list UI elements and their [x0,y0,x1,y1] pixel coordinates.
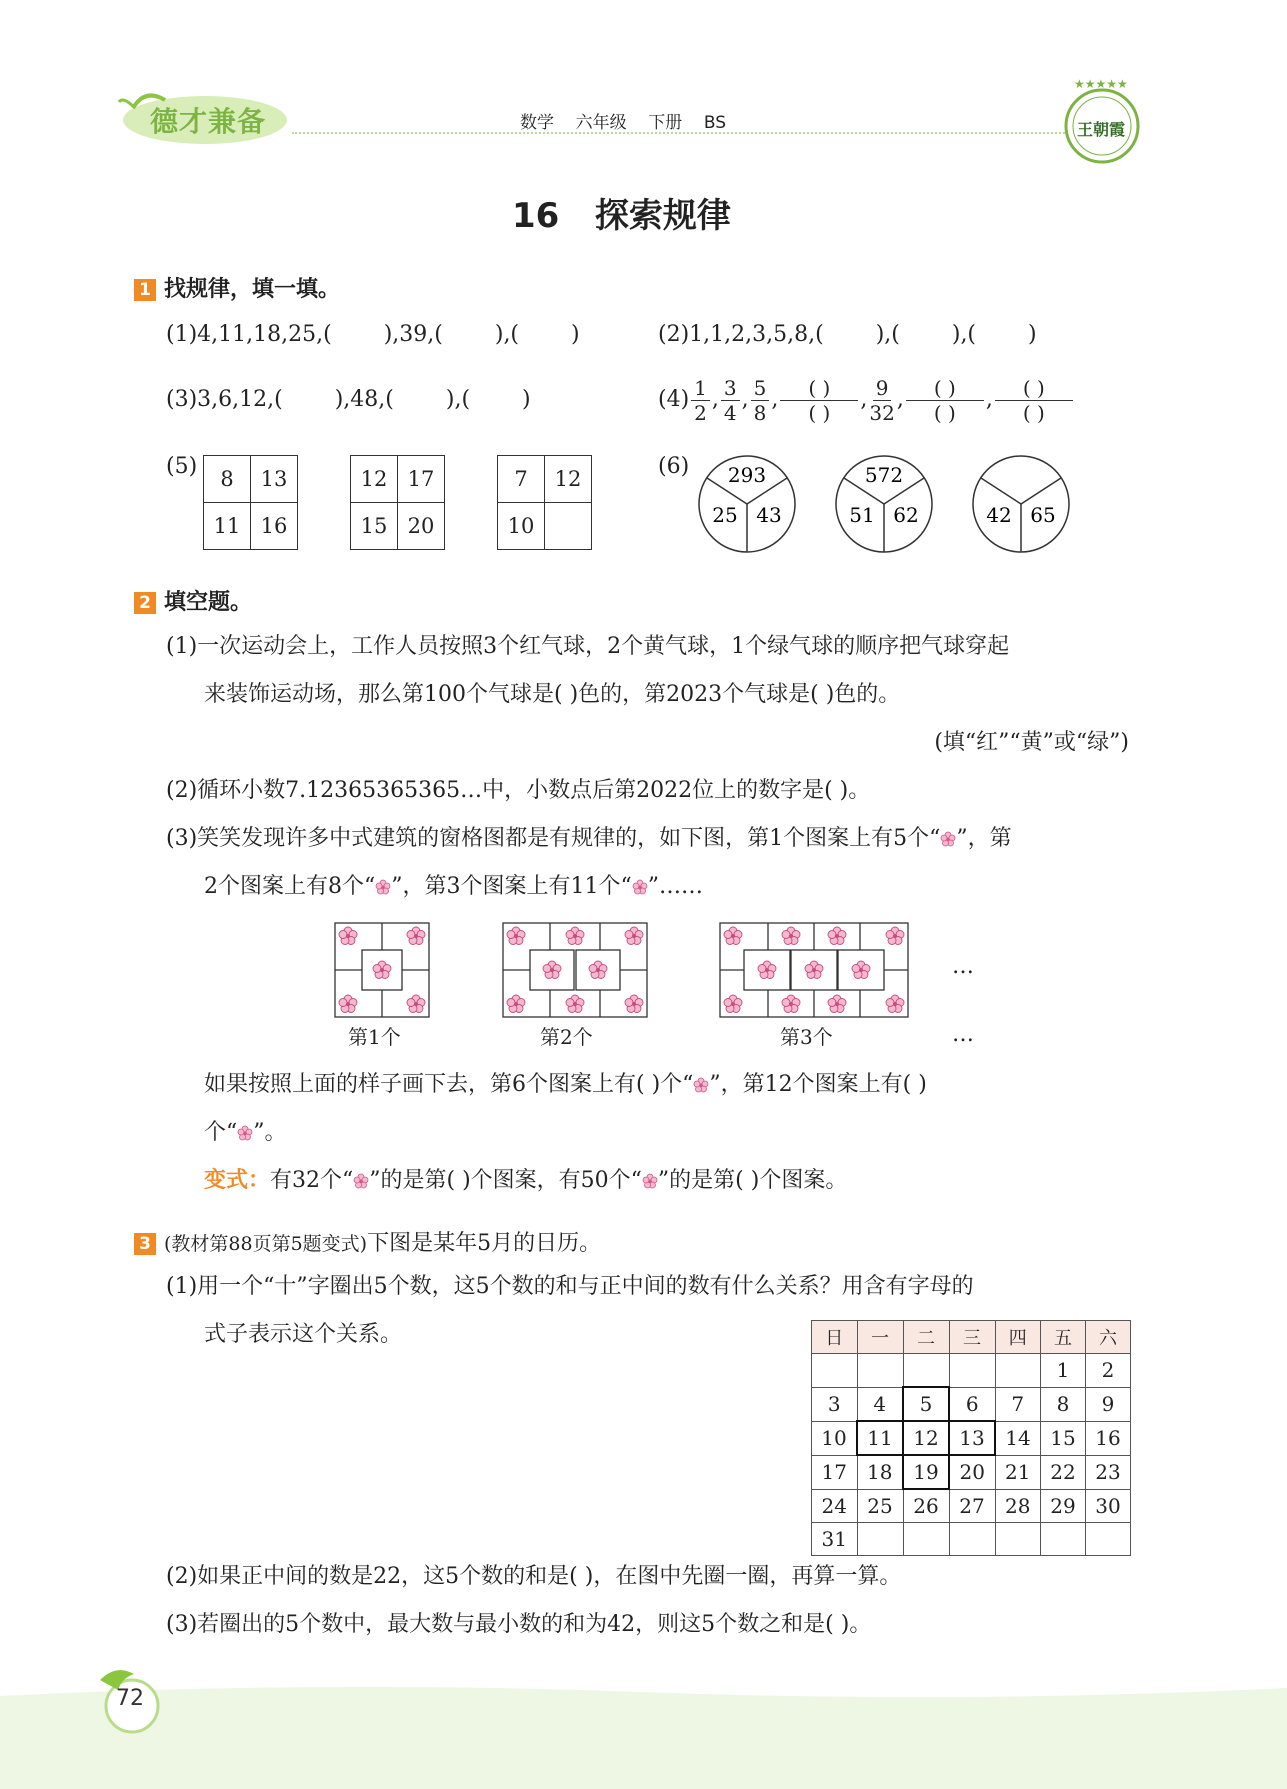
q1-p2-text-b: ),( [875,322,900,347]
pattern-caption-1: 第1个 [348,1025,401,1049]
pattern-caption-2: 第2个 [540,1025,593,1049]
circle-value: 42 [986,503,1012,527]
q1-number: 1 [134,279,156,301]
fraction: $\frac{5}{8}$ [751,376,770,425]
q3-s1-line1: (1)用一个“十”字圈出5个数，这5个数的和与正中间的数有什么关系？用含有字母的 [166,1274,974,1299]
q1-part3 [166,385,531,415]
q1-p2-text-d: ) [1028,322,1037,347]
number-grid-2: 12 17 15 20 [350,455,445,550]
q1-p4-label: (4) [658,387,690,412]
header [0,0,1287,150]
circle-value: 62 [893,503,919,527]
q2-s3-line2: 2个图案上有8个“ ”，第3个图案上有11个“ ”…… [204,874,703,899]
q2-s1-line2: 来装饰运动场，那么第100个气球是( )色的，第2023个气球是( )色的。 [204,682,901,707]
q1-p6-label: (6) [658,454,690,479]
q3-heading [134,1226,601,1257]
q1-heading [134,272,340,303]
page-title [512,188,731,237]
logo-text: 德才兼备 [150,105,267,138]
circle-value: 65 [1030,503,1056,527]
q1-p1-text-c: ),( [494,322,520,347]
flower-icon [642,1173,658,1189]
q1-p3-text-d: ) [522,387,531,412]
q2-heading [134,585,252,616]
page-number: 72 [116,1686,144,1711]
q2-s3-line4: 个“ ”。 [204,1120,287,1145]
q3-prompt: 下图是某年5月的日历。 [367,1231,602,1256]
q2-prompt: 填空题。 [164,590,253,615]
q1-prompt: 找规律，填一填。 [164,277,341,302]
fraction: $\frac{1}{2}$ [691,376,710,425]
fraction: $\frac{9}{32}$ [869,375,895,425]
header-term: 下册 [648,113,683,133]
fraction-blank[interactable]: $\frac{( )}{( )}$ [995,376,1073,425]
variant-label: 变式： [204,1168,271,1193]
number-grid-1: 8 13 11 16 [203,455,298,550]
circle-value: 43 [756,503,782,527]
q1-part2 [658,320,1037,350]
flower-icon [237,1125,253,1141]
q3-number: 3 [134,1233,156,1255]
svg-text:★★★★★: ★★★★★ [1074,77,1128,91]
flower-icon [940,831,956,847]
answer-blank[interactable] [545,503,592,550]
flower-icon [375,879,391,895]
flower-icon [693,1077,709,1093]
pattern-caption-3: 第3个 [780,1025,833,1049]
circle-value: 293 [727,463,767,487]
circle-value: 51 [849,503,875,527]
circle-value: 25 [712,503,738,527]
q1-p3-text-c: ),( [445,387,471,412]
header-subject: 数学 [520,113,554,133]
circle-value: 572 [864,463,904,487]
q1-part4: (4) $\frac{1}{2}$ , $\frac{3}{4}$ , $\frac{5}{8}$ , $\frac{( )}{( )}$ , $\frac{9}{32}$ , $\frac{( )}{( )}$ , $\frac{( )}{( )}$ [658,370,1075,430]
q1-p3-text-b: ),48,( [334,387,394,412]
q1-p1-text-a: (1)4,11,18,25,( [166,322,332,347]
q1-p2-text-a: (2)1,1,2,3,5,8,( [658,322,824,347]
q3-s1-line2: 式子表示这个关系。 [204,1322,403,1347]
q2-s2: (2)循环小数7.12365365365…中，小数点后第2022位上的数字是( )。 [166,778,871,803]
pattern-ellipsis: … [952,954,974,979]
q3-s2: (2)如果正中间的数是22，这5个数的和是( )，在图中先圈一圈，再算一算。 [166,1564,902,1589]
number-grid-3: 7 12 10 [497,455,592,550]
q2-s3-line1: (3)笑笑发现许多中式建筑的窗格图都是有规律的，如下图，第1个图案上有5个“ ”，第 [166,826,1012,851]
caption-ellipsis: … [952,1022,974,1047]
window-pattern-figures [330,920,970,1020]
header-edition: BS [703,113,727,133]
header-meta [520,108,726,133]
fraction-blank[interactable]: $\frac{( )}{( )}$ [780,376,858,425]
flower-icon [632,879,648,895]
q1-p1-text-b: ),39,( [383,322,443,347]
may-calendar: 日 一 二 三 四 五 六 1 2 3 4 5 6 7 8 9 10 11 12 13 14 15 16 17 18 19 20 21 22 23 24 25 26 27 28 29 30 31 [811,1320,1131,1556]
fraction-blank[interactable]: $\frac{( )}{( )}$ [906,376,984,425]
q1-p2-text-c: ),( [951,322,977,347]
footer-wave [0,1680,1287,1789]
q1-p5-label: (5) [166,454,198,479]
q2-s3-line3: 如果按照上面的样子画下去，第6个图案上有( )个“ ”，第12个图案上有( ) [204,1072,927,1097]
fraction: $\frac{3}{4}$ [721,376,740,425]
number-circles [695,452,1095,556]
q2-number: 2 [134,592,156,614]
title-text: 探索规律 [594,196,731,236]
flower-icon [353,1173,369,1189]
q1-part1 [166,320,580,350]
title-number: 16 [512,196,560,236]
q1-p1-text-d: ) [571,322,580,347]
q2-variant: 变式：有32个“ ”的是第( )个图案，有50个“ ”的是第( )个图案。 [204,1168,848,1193]
brand-stamp-text: 王朝霞 [1077,120,1126,139]
q1-p3-text-a: (3)3,6,12,( [166,387,283,412]
header-grade: 六年级 [575,113,627,133]
q2-s1-line1: (1)一次运动会上，工作人员按照3个红气球，2个黄气球，1个绿气球的顺序把气球穿起 [166,634,1010,659]
q2-s1-hint: (填“红”“黄”或“绿”) [934,730,1129,755]
q3-s3: (3)若圈出的5个数中，最大数与最小数的和为42，则这5个数之和是( )。 [166,1612,872,1637]
q3-source: (教材第88页第5题变式) [164,1233,368,1255]
